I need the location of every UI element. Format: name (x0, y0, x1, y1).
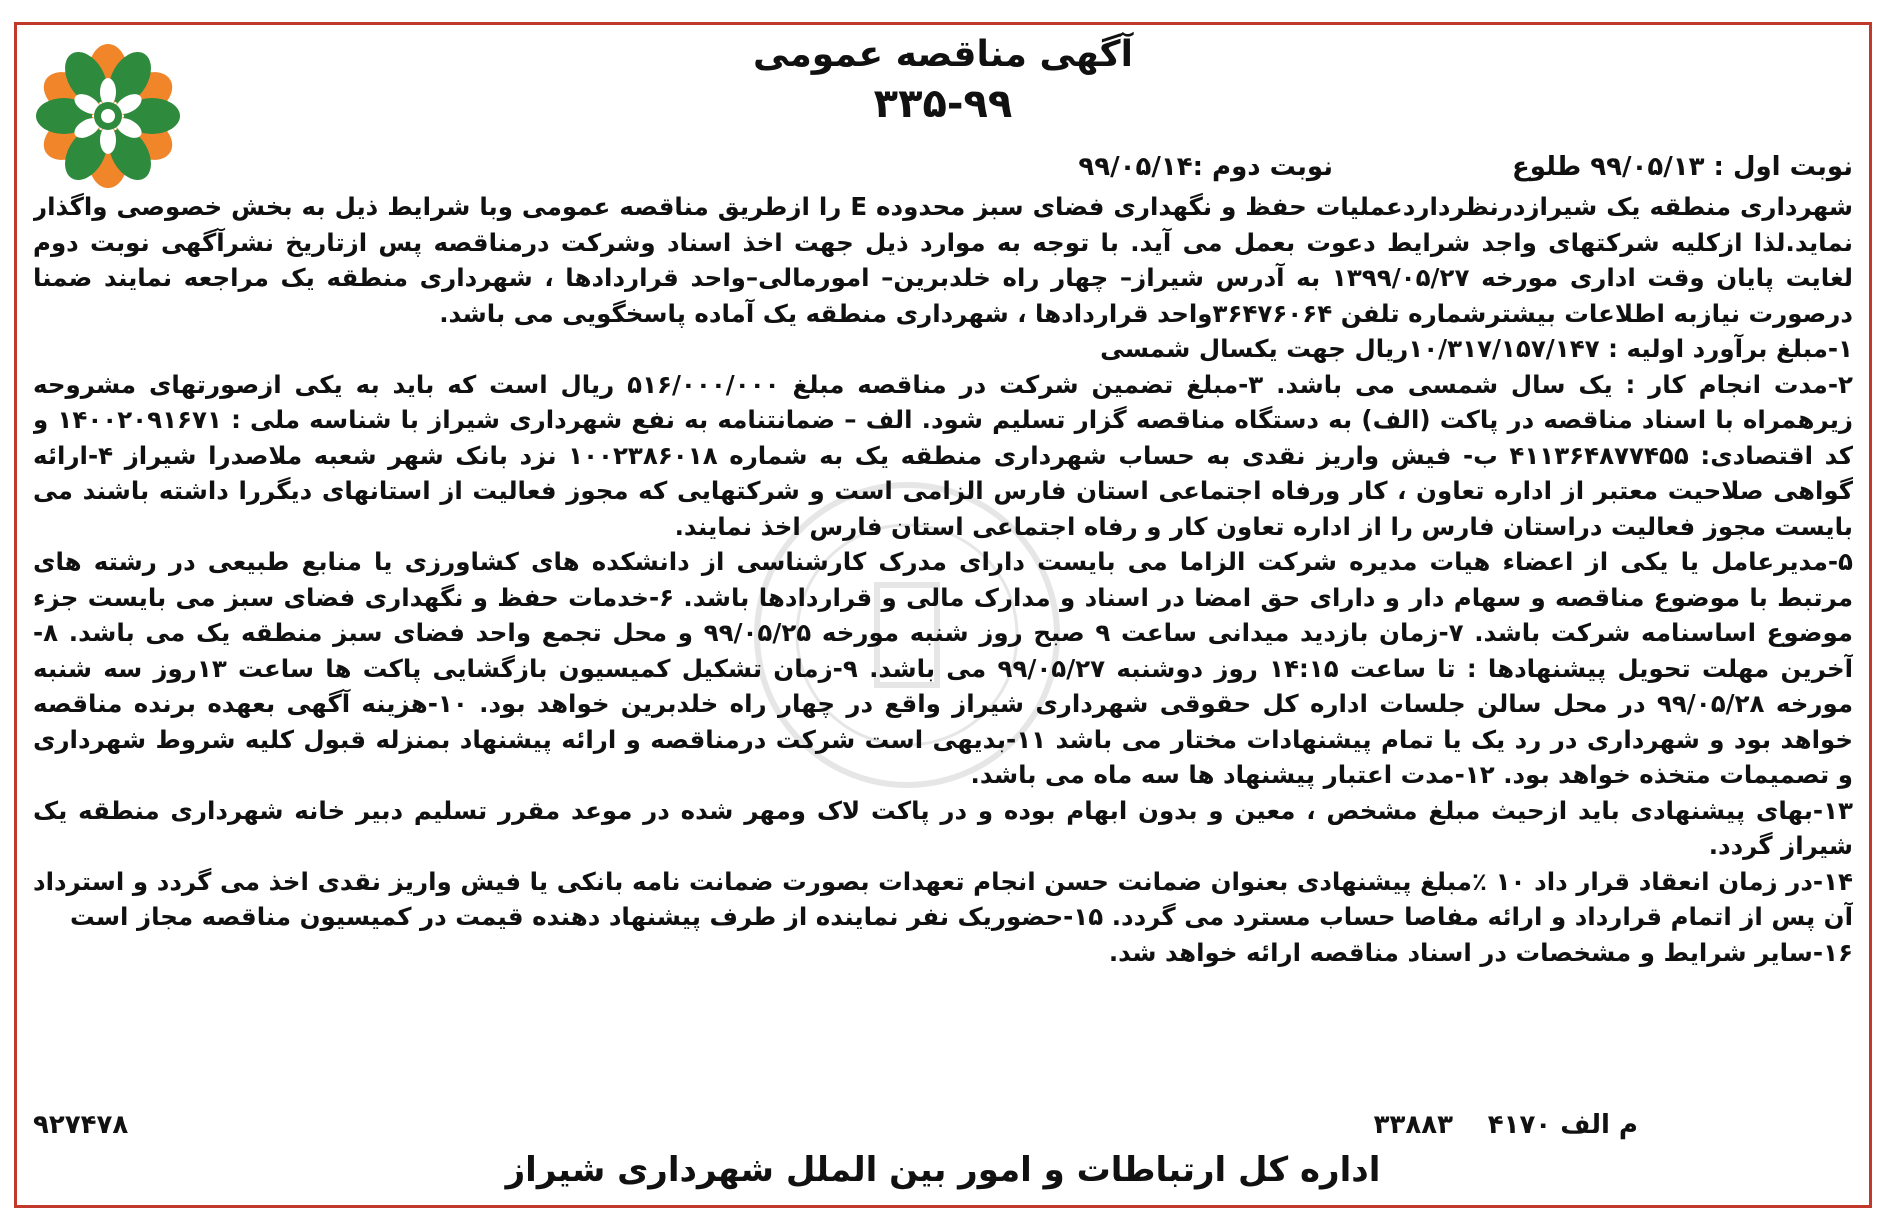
condition-paragraph: ۱-مبلغ برآورد اولیه : ۱۰/۳۱۷/۱۵۷/۱۴۷ریال جهت یکسال شمسی (1100, 334, 1853, 363)
condition-paragraph: ۵-مدیرعامل یا یکی از اعضاء هیات مدیره شرکت الزاما می بایست دارای مدرک کارشناسی از دانشکده های کشاورزی یا منابع طبیعی در رشته های مرتبط با موضوع مناقصه و سهام دار و دارای حق امضا در اسناد و مدارک مالی و قراردادها باشد. ۶-خدمات حفظ و نگهداری فضای سبز می بایست جزء موضوع اساسنامه شرکت باشد. ۷-زمان بازدید میدانی ساعت ۹ صبح روز شنبه مورخه ۹۹/۰۵/۲۵ و محل تجمع واحد فضای سبز منطقه یک می باشد. ۸-آخرین مهلت تحویل پیشنهادها : تا ساعت ۱۴:۱۵ روز دوشنبه ۹۹/۰۵/۲۷ می باشد. ۹-زمان تشکیل کمیسیون بازگشایی پاکت ها ساعت ۱۳روز سه شنبه مورخه ۹۹/۰۵/۲۸ در محل سالن جلسات اداره کل حقوقی شهرداری شیراز واقع در چهار راه خلدبرین خواهد بود. ۱۰-هزینه آگهی بعهده برنده مناقصه خواهد بود و شهرداری در رد یک یا تمام پیشنهادات مختار می باشد ۱۱-بدیهی است شرکت درمناقصه و ارائه پیشنهاد بمنزله قبول کلیه شروط شهرداری و تصمیمات متخذه خواهد بود. ۱۲-مدت اعتبار پیشنهاد ها سه ماه می باشد. (33, 547, 1853, 789)
condition-paragraph: ۱۶-سایر شرایط و مشخصات در اسناد مناقصه ارائه خواهد شد. (1108, 937, 1853, 967)
first-run: نوبت اول : ۹۹/۰۵/۱۳ طلوع (1512, 152, 1853, 182)
code-3: م الف ۴۱۷۰ (1487, 1110, 1638, 1140)
signature: اداره کل ارتباطات و امور بین الملل شهرداری شیراز (505, 1150, 1381, 1190)
second-run: نوبت دوم :۹۹/۰۵/۱۴ (1078, 152, 1333, 182)
publication-schedule (353, 147, 1853, 187)
code-1: ۹۲۷۴۷۸ (33, 1110, 129, 1140)
notice-body (33, 189, 1853, 1104)
notice-header (17, 31, 1869, 129)
notice-number: ۳۳۵-۹۹ (873, 81, 1013, 127)
reference-codes (33, 1105, 1853, 1145)
notice-frame (14, 22, 1872, 1208)
condition-paragraph: ۲-مدت انجام کار : یک سال شمسی می باشد. ۳-مبلغ تضمین شرکت در مناقصه مبلغ ۵۱۶/۰۰۰/۰۰۰ ریال است که باید به یکی ازصورتهای مشروحه زیرهمراه با اسناد مناقصه در پاکت (الف) به دستگاه مناقصه گزار تسلیم شود. الف – ضمانتنامه به نفع شهرداری شیراز با شناسه ملی : ۱۴۰۰۲۰۹۱۶۷۱ و کد اقتصادی: ۴۱۱۳۶۴۸۷۷۴۵۵ ب- فیش واریز نقدی به حساب شهرداری منطقه یک به شماره ۱۰۰۲۳۸۶۰۱۸ نزد بانک شهر شعبه ملاصدرا شیراز ۴-ارائه گواهی صلاحیت معتبر از اداره تعاون ، کار ورفاه اجتماعی استان فارس الزامی است و شرکتهایی که مجوز فعالیت از استانهای دیگررا داشته باشند می بایست مجوز فعالیت دراستان فارس را از اداره تعاون کار و رفاه اجتماعی استان فارس اخذ نمایند. (33, 369, 1853, 541)
code-2: ۳۳۸۸۳ (1373, 1110, 1453, 1140)
condition-paragraph: ۱۴-در زمان انعقاد قرار داد ۱۰ ٪مبلغ پیشنهادی بعنوان ضمانت حسن انجام تعهدات بصورت ضمانت نامه بانکی یا فیش واریز نقدی اخذ می گردد و استرداد آن پس از اتمام قرارداد و ارائه مفاصا حساب مسترد می گردد. ۱۵-حضوریک نفر نماینده از طرف پیشنهاد دهنده قیمت در کمیسیون مناقصه مجاز است (33, 866, 1853, 931)
condition-paragraph: ۱۳-بهای پیشنهادی باید ازحیث مبلغ مشخص ، معین و بدون ابهام بوده و در پاکت لاک ومهر شده در موعد مقرر تسلیم دبیر خانه شهرداری منطقه یک شیراز گردد. (33, 795, 1853, 860)
intro-paragraph: شهرداری منطقه یک شیرازدرنظرداردعملیات حفظ و نگهداری فضای سبز محدوده E را ازطریق مناقصه عمومی وبا شرایط ذیل به بخش خصوصی واگذار نماید.لذا ازکلیه شرکتهای واجد شرایط دعوت بعمل می آید. با توجه به موارد ذیل جهت اخذ اسناد وشرکت درمناقصه پس ازتاریخ نشرآگهی نوبت دوم لغایت پایان وقت اداری مورخه ۱۳۹۹/۰۵/۲۷ به آدرس شیراز– چهار راه خلدبرین– امورمالی–واحد قراردادها ، شهرداری منطقه یک مراجعه نمایند ضمنا درصورت نیازبه اطلاعات بیشترشماره تلفن ۳۶۴۷۶۰۶۴واحد قراردادها ، شهرداری منطقه یک آماده پاسخگویی می باشد. (33, 192, 1853, 328)
notice-title: آگهی مناقصه عمومی (753, 34, 1133, 75)
